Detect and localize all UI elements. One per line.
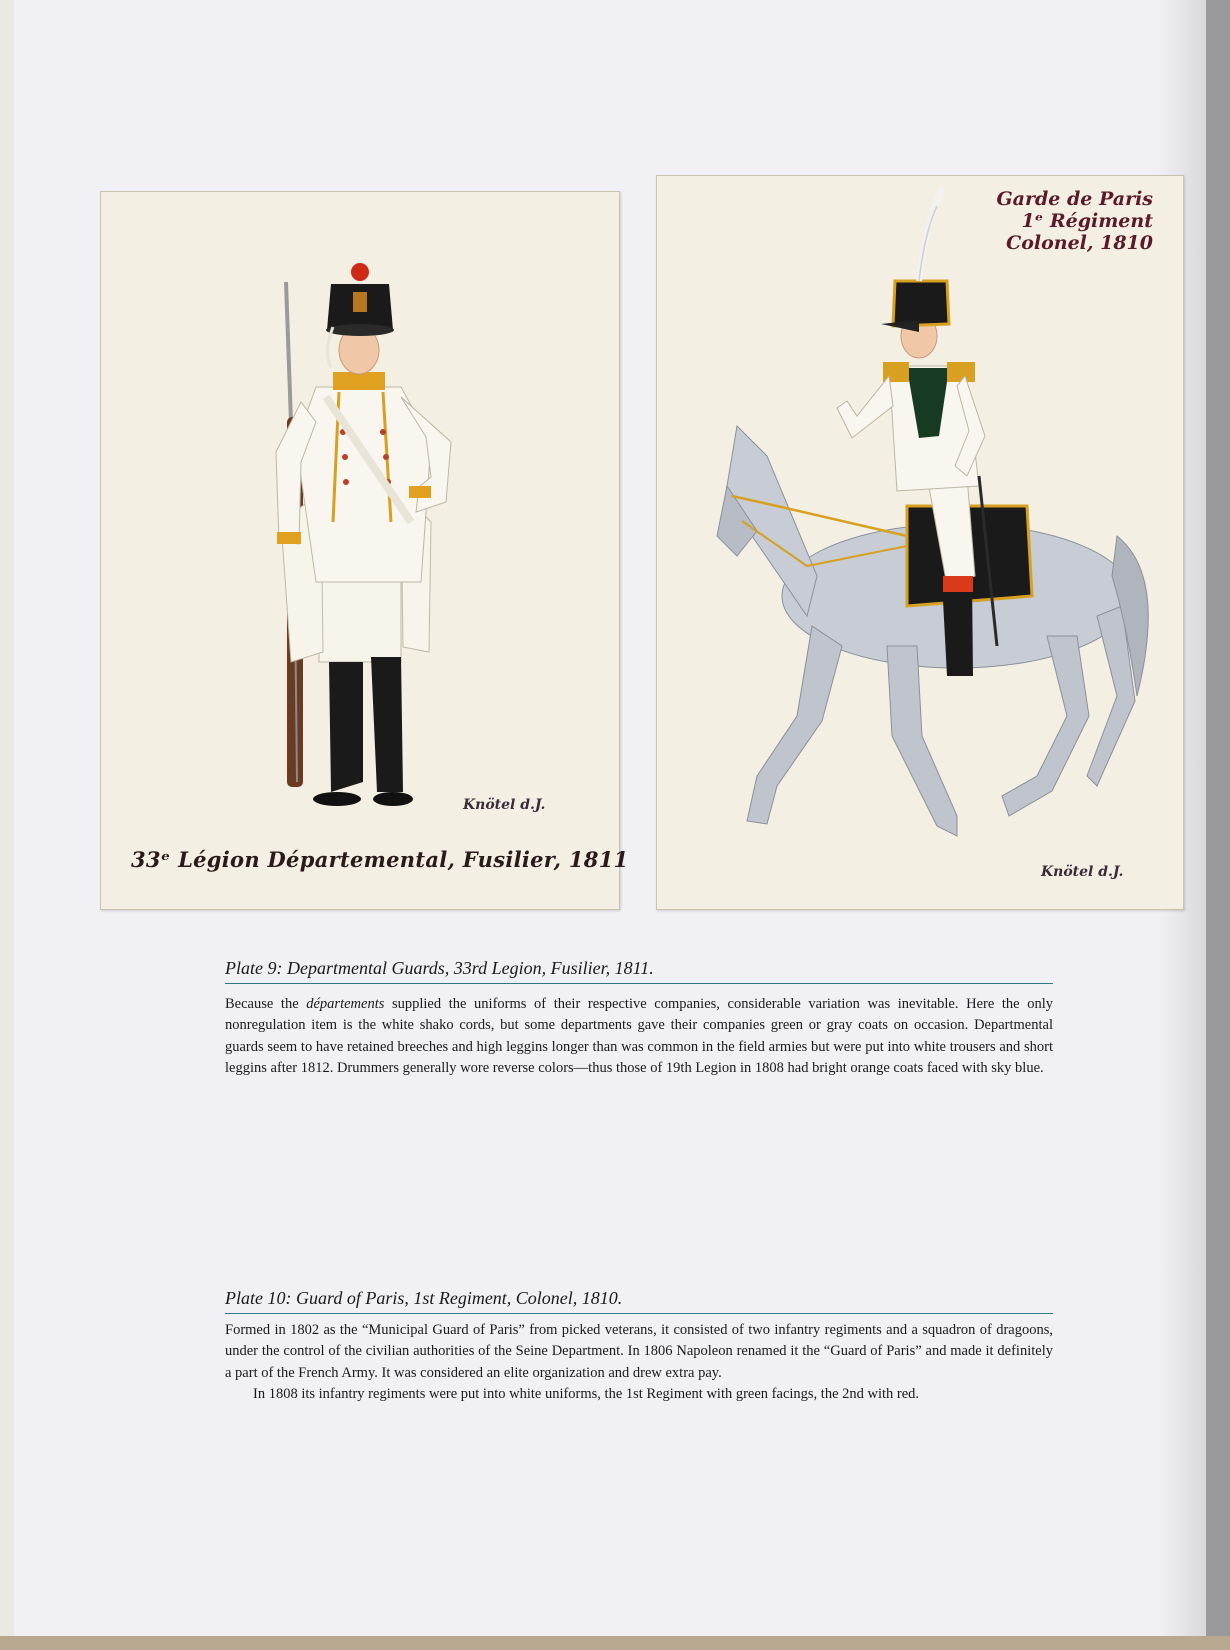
plate-10-heading: Plate 10: Guard of Paris, 1st Regiment, Colonel, 1810. [225, 1288, 623, 1308]
scan-bottom-edge [0, 1636, 1230, 1650]
plate-10-art-title [973, 188, 1153, 254]
plate-10-paragraph-1: Formed in 1802 as the “Municipal Guard of Paris” from picked veterans, it consisted of two infantry regiments and a squadron of dragoons, under the control of the civilian authorities of the Seine Department. In 1806 Napoleon renamed it the “Guard of Paris” and made it definitely a part of the French Army. It was considered an elite organization and drew extra pay. [225, 1322, 1053, 1381]
plate-10-art-title-line-1: Garde de Paris [996, 188, 1153, 210]
plate-9-art-caption: 33ᵉ Légion Départemental, Fusilier, 1811 [131, 847, 629, 872]
plate-9-text-start: Because the [225, 996, 307, 1012]
plate-10-heading-rule [225, 1313, 1053, 1314]
plate-10-artist-signature: Knötel d.J. [1041, 864, 1124, 880]
plate-9-artist-signature: Knötel d.J. [463, 797, 546, 813]
plate-9-heading-rule [225, 983, 1053, 984]
plate-9-illustration [100, 191, 629, 910]
plate-9-paragraph [225, 994, 1053, 1080]
mounted-colonel-figure [657, 176, 1183, 909]
plate-10-paragraph-2: In 1808 its infantry regiments were put into white uniforms, the 1st Regiment with green facings, the 2nd with red. [253, 1386, 920, 1403]
book-spine [1206, 0, 1230, 1650]
plate-10-art-title-line-2: 1ᵉ Régiment [1021, 210, 1153, 232]
plate-10-art-title-line-3: Colonel, 1810 [1006, 232, 1153, 254]
plate-10-illustration [656, 175, 1184, 910]
plate-9-text-rest: supplied the uniforms of their respective companies, considerable variation was inevitable. Here the only nonregulation item is the white shako cords, but some departments gave their companies green or gray coats on occasion. Departmental guards seem to have retained breeches and high leggins longer than was common in the field armies but were put into white trousers and short leggins after 1812. Drummers generally wore reverse colors—thus those of 19th Legion in 1808 had bright orange coats faced with sky blue. [225, 996, 1053, 1077]
departements-term: départements [306, 996, 385, 1012]
plate-10-body [225, 1320, 1053, 1406]
plate-9-heading: Plate 9: Departmental Guards, 33rd Legion, Fusilier, 1811. [225, 958, 654, 978]
plate-9-body [225, 994, 1053, 1080]
